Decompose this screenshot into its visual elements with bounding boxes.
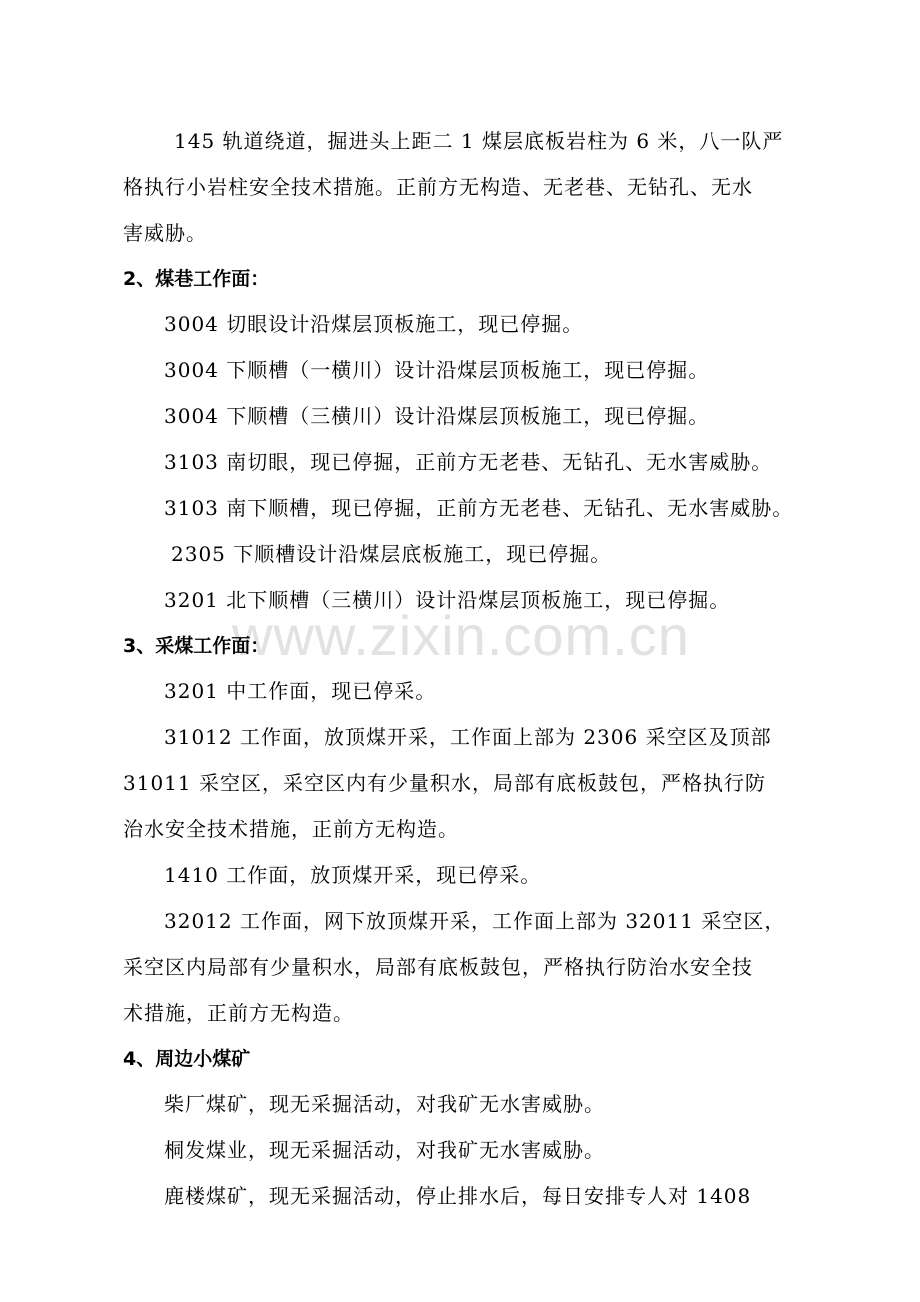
paragraph-line: 31011 采空区，采空区内有少量积水，局部有底板鼓包，严格执行防	[123, 771, 766, 795]
paragraph-line: 32012 工作面，网下放顶煤开采，工作面上部为 32011 采空区，	[164, 909, 786, 933]
paragraph-line: 治水安全技术措施，正前方无构造。	[123, 817, 459, 841]
paragraph-line: 1410 工作面，放顶煤开采，现已停采。	[164, 863, 542, 887]
section-heading: 4、周边小煤矿	[123, 1048, 251, 1070]
paragraph-line: 3201 北下顺槽（三横川）设计沿煤层顶板施工，现已停掘。	[164, 588, 731, 612]
paragraph-line: 145 轨道绕道，掘进头上距二 1 煤层底板岩柱为 6 米，八一队严	[174, 129, 784, 153]
paragraph-line: 3004 下顺槽（一横川）设计沿煤层顶板施工，现已停掘。	[164, 358, 710, 382]
watermark-text: www.zixin.com.cn	[232, 604, 690, 667]
paragraph-line: 3004 切眼设计沿煤层顶板施工，现已停掘。	[164, 312, 584, 336]
paragraph-line: 害威胁。	[123, 221, 207, 245]
paragraph-line: 鹿楼煤矿，现无采掘活动，停止排水后，每日安排专人对 1408	[164, 1184, 752, 1208]
section-heading: 3、采煤工作面：	[123, 635, 270, 657]
paragraph-line: 31012 工作面，放顶煤开采，工作面上部为 2306 采空区及顶部	[164, 725, 772, 749]
paragraph-line: 3103 南切眼，现已停掘，正前方无老巷、无钻孔、无水害威胁。	[164, 450, 773, 474]
paragraph-line: 3004 下顺槽（三横川）设计沿煤层顶板施工，现已停掘。	[164, 404, 710, 428]
paragraph-line: 格执行小岩柱安全技术措施。正前方无构造、无老巷、无钻孔、无水	[123, 175, 753, 199]
paragraph-line: 桐发煤业，现无采掘活动，对我矿无水害威胁。	[164, 1138, 605, 1162]
paragraph-line: 3103 南下顺槽，现已停掘，正前方无老巷、无钻孔、无水害威胁。	[164, 496, 794, 520]
paragraph-line: 3201 中工作面，现已停采。	[164, 679, 437, 703]
paragraph-line: 术措施，正前方无构造。	[123, 1001, 354, 1025]
paragraph-line: 柴厂煤矿，现无采掘活动，对我矿无水害威胁。	[164, 1092, 605, 1116]
section-heading: 2、煤巷工作面：	[123, 268, 270, 290]
paragraph-line: 2305 下顺槽设计沿煤层底板施工，现已停掘。	[171, 542, 612, 566]
paragraph-line: 采空区内局部有少量积水，局部有底板鼓包，严格执行防治水安全技	[123, 955, 753, 979]
